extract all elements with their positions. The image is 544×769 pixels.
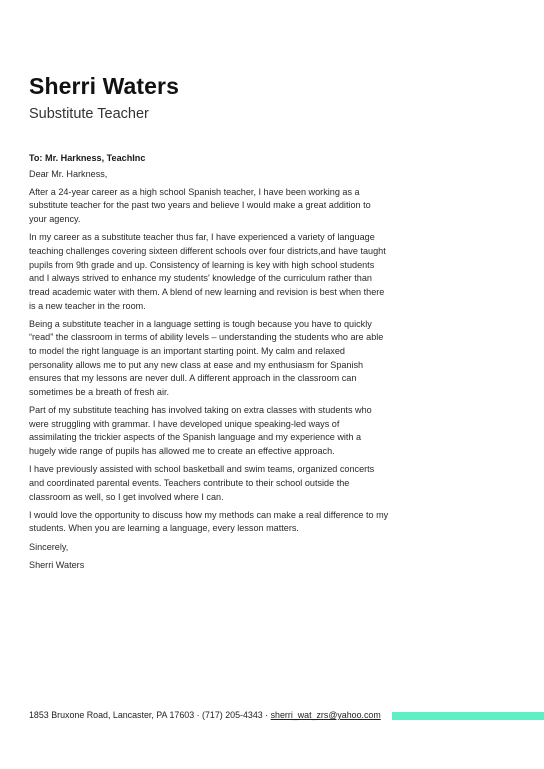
letter-paragraph: After a 24-year career as a high school Spanish teacher, I have been working as a substitute teacher for the past two years and believe I would make a great addition to your agency. bbox=[29, 186, 371, 225]
letter-body bbox=[29, 152, 389, 577]
signature: Sherri Waters bbox=[29, 559, 85, 570]
salutation: Dear Mr. Harkness, bbox=[29, 168, 108, 179]
recipient-line: To: Mr. Harkness, TeachInc bbox=[29, 153, 146, 163]
letter-paragraph: In my career as a substitute teacher thus far, I have experienced a variety of language teaching challenges covering sixteen different schools over four districts,and have taught pupils from 9th grade and up. Consistency of learning is key with high school students and I always strived to enhance my students' knowledge of the curriculum rather than tread academic water with them. A blend of new learning and revision is best when there is a new teacher in the room. bbox=[29, 232, 386, 311]
contact-footer bbox=[29, 710, 381, 720]
contact-details: 1853 Bruxone Road, Lancaster, PA 17603 · (717) 205-4343 · bbox=[29, 710, 271, 720]
letter-paragraph: I would love the opportunity to discuss how my methods can make a real difference to my students. When you are learning a language, every lesson matters. bbox=[29, 509, 389, 534]
closing: Sincerely, bbox=[29, 541, 69, 552]
letter-paragraph: I have previously assisted with school basketball and swim teams, organized concerts and coordinated parental events. Teachers contribute to their school outside the classroom as well, so I get involved where I can. bbox=[29, 464, 375, 502]
letter-paragraph: Being a substitute teacher in a language setting is tough because you have to quickly “read” the classroom in terms of ability levels – understanding the students who are able to model the right language is an important starting point. My calm and relaxed personality allows me to put any new class at ease and my enthusiasm for Spanish ensures that my lessons are never dull. A different approach in the classroom can sometimes be a breath of fresh air. bbox=[29, 318, 384, 397]
applicant-job-title: Substitute Teacher bbox=[29, 106, 149, 122]
accent-bar bbox=[392, 712, 544, 720]
applicant-name: Sherri Waters bbox=[29, 73, 180, 99]
email-link[interactable]: sherri_wat_zrs@yahoo.com bbox=[270, 710, 381, 720]
letter-paragraph: Part of my substitute teaching has involved taking on extra classes with students who were struggling with grammar. I have developed unique speaking-led ways of assimilating the trickier aspects of the Spanish language and my experience with a hugely wide range of pupils has allowed me to create an effective approach. bbox=[29, 405, 372, 457]
